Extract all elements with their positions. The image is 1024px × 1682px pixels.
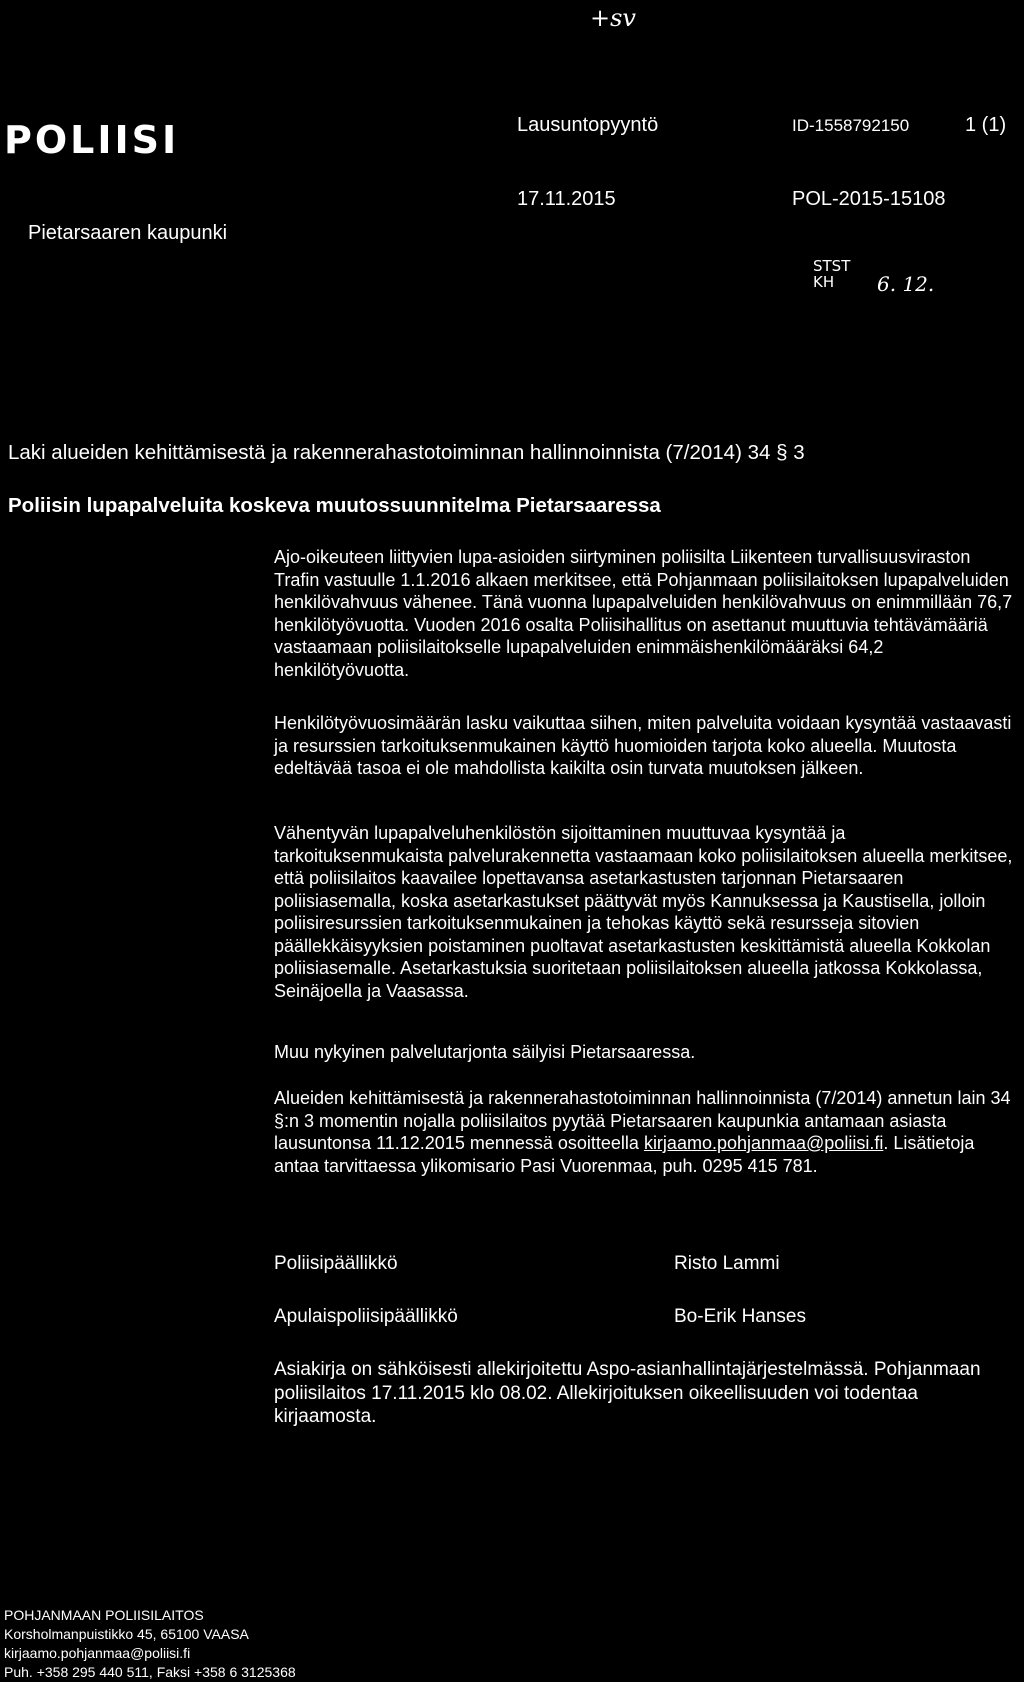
footer-address: Korsholmanpuistikko 45, 65100 VAASA [4, 1626, 249, 1642]
document-id: ID-1558792150 [792, 116, 910, 135]
signature-row-2 [274, 1306, 1018, 1329]
footer-organization: POHJANMAAN POLIISILAITOS [4, 1607, 204, 1623]
handwritten-stamp: +sv [590, 4, 636, 32]
paragraph-1: Ajo-oikeuteen liittyvien lupa-asioiden siirtyminen poliisilta Liikenteen turvallisuusviraston Trafin vastuulle 1.1.2016 alkaen merkitsee, että Pohjanmaan poliisilaitoksen lupapalveluiden henkilövahvuus vähenee. Tänä vuonna lupapalveluiden henkilövahvuus on enimmillään 76,7 henkilötyövuotta. Vuoden 2016 osalta Poliisihallitus on asettanut muuttuvia tehtävämääriä vastaamaan poliisilaitokselle lupapalveluiden enimmäishenkilömääräksi 64,2 henkilötyövuotta. [274, 547, 1013, 680]
footer-phone: Puh. +358 295 440 511, Faksi +358 6 3125368 [4, 1664, 296, 1680]
registry-stamp [813, 258, 850, 290]
paragraph-2: Henkilötyövuosimäärän lasku vaikuttaa siihen, miten palveluita voidaan kysyntää vastaavasti ja resurssien tarkoituksenmukainen käyttö huomioiden tarjota koko alueella. Muutosta edeltävää tasoa ei ole mahdollista kaikilta osin turvata muutoksen jälkeen. [274, 713, 1012, 778]
footer-email: kirjaamo.pohjanmaa@poliisi.fi [4, 1645, 191, 1661]
paragraph-5-text: Alueiden kehittämisestä ja rakennerahastotoiminnan hallinnoinnista (7/2014) annetun lain 34 §:n 3 momentin nojalla poliisilaitos pyytää Pietarsaaren kaupunkia antamaan asiasta lausuntonsa 11.12.2015 mennessä osoitteella [274, 1088, 1011, 1153]
subject-heading: Poliisin lupapalveluita koskeva muutossuunnitelma Pietarsaaressa [8, 494, 661, 517]
registry-number: 6. 12. [877, 272, 935, 296]
police-logo: POLIISI [4, 118, 180, 162]
law-reference: Laki alueiden kehittämisestä ja rakennerahastotoiminnan hallinnoinnista (7/2014) 34 § 3 [8, 441, 805, 464]
paragraph-5-tail: . Lisätietoja antaa tarvittaessa ylikomisario Pasi Vuorenmaa, puh. 0295 415 781. [274, 1133, 975, 1176]
signatory-title-1: Poliisipäällikkö [274, 1253, 398, 1274]
signatory-name-1: Risto Lammi [674, 1253, 780, 1274]
registry-stamp-line2: KH [813, 273, 835, 291]
registry-stamp-line1: STST [813, 257, 851, 275]
signatory-title-2: Apulaispoliisipäällikkö [274, 1306, 458, 1327]
page-number: 1 (1) [965, 114, 1007, 136]
paragraph-5 [274, 1087, 1018, 1177]
signatory-name-2: Bo-Erik Hanses [674, 1306, 806, 1327]
footer [4, 1606, 296, 1682]
contact-email-link[interactable]: kirjaamo.pohjanmaa@poliisi.fi [643, 1133, 884, 1153]
paragraph-4: Muu nykyinen palvelutarjonta säilyisi Pietarsaaressa. [274, 1042, 696, 1062]
document-type: Lausuntopyyntö [517, 114, 659, 136]
document-date: 17.11.2015 [517, 188, 616, 210]
document-reference: POL-2015-15108 [792, 188, 946, 210]
e-signature-note: Asiakirja on sähköisesti allekirjoitettu Aspo-asianhallintajärjestelmässä. Pohjanmaan poliisilaitos 17.11.2015 klo 08.02. Allekirjoituksen oikeellisuuden voi todentaa kirjaamosta. [274, 1359, 981, 1427]
signature-row-1 [274, 1253, 1018, 1276]
recipient: Pietarsaaren kaupunki [28, 222, 228, 244]
paragraph-3: Vähentyvän lupapalveluhenkilöstön sijoittaminen muuttuvaa kysyntää ja tarkoituksenmukaista palvelurakennetta vastaamaan koko poliisilaitoksen alueella merkitsee, että poliisilaitos kaavailee lopettavansa asetarkastusten tarjonnan Pietarsaaren poliisiasemalla, koska asetarkastukset päättyvät myös Kannuksessa ja Kaustisella, jolloin poliisiresurssien tarkoituksenmukainen ja tehokas käyttö sekä resursseja sitovien päällekkäisyyksien poistaminen puoltavat asetarkastusten keskittämistä alueella Kokkolan poliisiasemalle. Asetarkastuksia suoritetaan poliisilaitoksen alueella jatkossa Kokkolassa, Seinäjoella ja Vaasassa. [274, 823, 1013, 1001]
